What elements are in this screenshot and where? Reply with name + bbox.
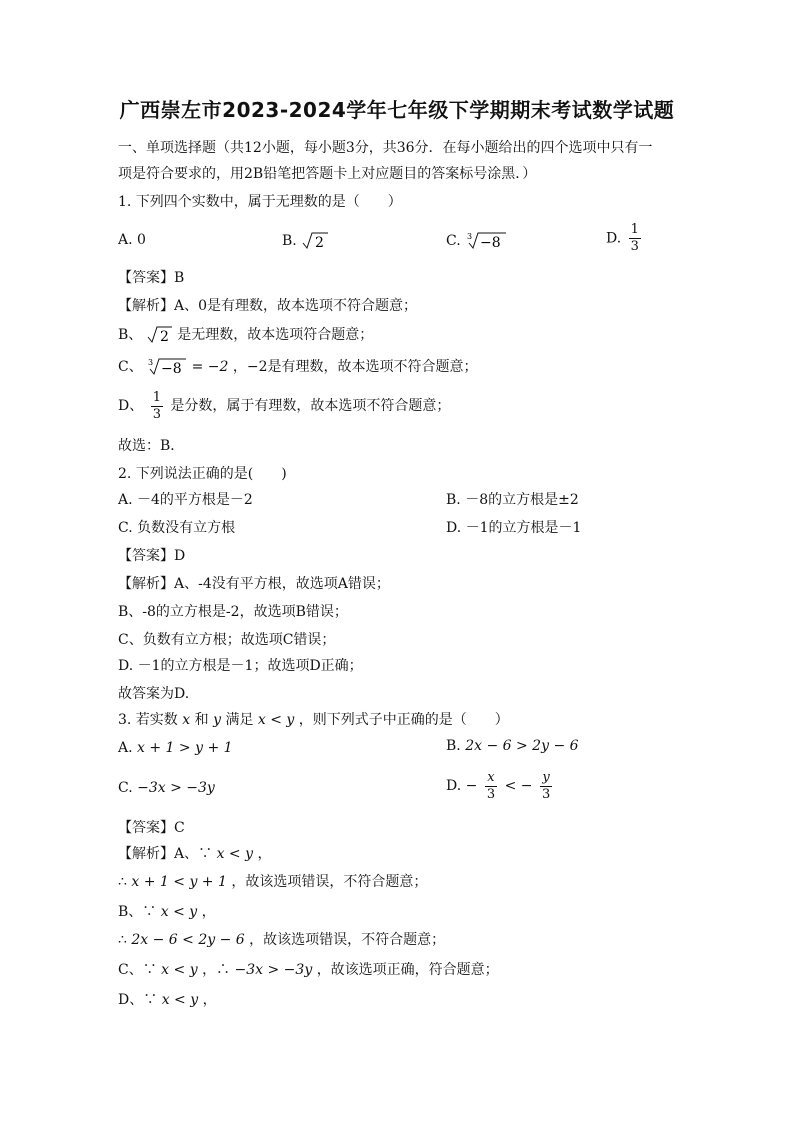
section-instructions-line2: 项是符合要求的，用2B铅笔把答题卡上对应题目的答案标号涂黑．） bbox=[118, 166, 537, 182]
q1-option-c-radicand: −8 bbox=[480, 235, 501, 251]
option-label: C. bbox=[118, 780, 133, 796]
option-label: D. bbox=[446, 778, 462, 794]
q1-option-d-fraction bbox=[629, 222, 641, 255]
stem-text: 3. 若实数 bbox=[118, 712, 178, 728]
q1-option-c-label: C. bbox=[446, 233, 461, 249]
q3-option-d bbox=[446, 768, 555, 804]
option-math: − bbox=[465, 778, 478, 794]
stem-math: x bbox=[182, 712, 191, 728]
q3-analysis-3 bbox=[118, 902, 216, 922]
stem-math: x < y bbox=[257, 712, 295, 728]
analysis-math: x < y bbox=[161, 992, 199, 1008]
q2-option-b: B. －8的立方根是±2 bbox=[446, 492, 579, 508]
stem-math: y bbox=[213, 712, 221, 728]
stem-text: ，则下列式子中正确的是（ ） bbox=[298, 712, 509, 728]
analysis-text: ，故该选项错误，不符合题意； bbox=[249, 932, 446, 948]
analysis-text: ， bbox=[201, 904, 216, 920]
q2-answer: 【答案】D bbox=[118, 548, 186, 564]
q3-answer: 【答案】C bbox=[118, 820, 185, 836]
cube-root-icon bbox=[465, 230, 507, 252]
option-fraction bbox=[485, 770, 497, 803]
q1-analysis-3 bbox=[118, 356, 478, 378]
q3-stem bbox=[118, 710, 509, 730]
q3-analysis-2 bbox=[118, 872, 427, 892]
analysis-text: ，故该选项错误，不符合题意； bbox=[231, 874, 428, 890]
q1-analysis-2 bbox=[118, 324, 373, 346]
analysis-text: ∴ bbox=[118, 874, 127, 890]
fraction-numerator: y bbox=[542, 769, 550, 785]
q1-analysis-1: 【解析】A、0是有理数，故本选项不符合题意； bbox=[118, 298, 418, 314]
q1-stem: 1. 下列四个实数中，属于无理数的是（ ） bbox=[118, 194, 402, 210]
analysis-radicand: −8 bbox=[161, 361, 182, 377]
q2-option-c: C. 负数没有立方根 bbox=[118, 520, 236, 536]
option-label: A. bbox=[118, 740, 133, 756]
stem-text: 和 bbox=[194, 712, 209, 728]
q1-option-b bbox=[282, 230, 329, 252]
analysis-text: ， bbox=[202, 992, 217, 1008]
cube-root-icon bbox=[147, 356, 187, 378]
q2-analysis-1: 【解析】A、-4没有平方根，故选项A错误； bbox=[118, 576, 390, 592]
q3-analysis-1 bbox=[118, 844, 271, 864]
q3-option-a bbox=[118, 738, 233, 758]
analysis-text: 是无理数，故本选项符合题意； bbox=[177, 327, 374, 343]
fraction-denominator: 3 bbox=[152, 406, 161, 422]
q1-analysis-4 bbox=[118, 388, 450, 424]
q3-analysis-6 bbox=[118, 990, 217, 1010]
analysis-text: D、∵ bbox=[118, 992, 158, 1008]
q1-option-c-index: 3 bbox=[467, 232, 473, 241]
option-label: B. bbox=[446, 738, 461, 754]
q1-option-d-label: D. bbox=[606, 230, 622, 247]
analysis-prefix: B、 bbox=[118, 327, 143, 343]
q2-analysis-3: C、负数有立方根；故选项C错误； bbox=[118, 632, 336, 648]
fraction-denominator: 3 bbox=[630, 239, 639, 254]
analysis-text: 是分数，属于有理数，故本选项不符合题意； bbox=[170, 398, 451, 414]
q3-analysis-5 bbox=[118, 960, 499, 980]
fraction-numerator: x bbox=[487, 769, 495, 785]
fraction-denominator: 3 bbox=[486, 786, 496, 802]
analysis-text: ，∴ bbox=[202, 962, 231, 978]
fraction-numerator: 1 bbox=[152, 389, 161, 405]
q1-option-c bbox=[446, 230, 507, 252]
analysis-fraction bbox=[151, 390, 163, 423]
option-fraction bbox=[540, 770, 552, 803]
option-math: x + 1 > y + 1 bbox=[137, 740, 233, 756]
section-instructions-line1: 一、单项选择题（共12小题，每小题3分，共36分．在每小题给出的四个选项中只有一 bbox=[118, 140, 653, 156]
analysis-text: ∴ bbox=[118, 932, 127, 948]
q1-option-b-radicand: 2 bbox=[315, 235, 325, 251]
analysis-text: 【解析】A、∵ bbox=[118, 846, 213, 862]
q3-analysis-4 bbox=[118, 930, 445, 950]
sqrt-icon bbox=[147, 324, 173, 346]
analysis-radicand: 2 bbox=[159, 329, 169, 345]
option-math: −3x > −3y bbox=[137, 780, 215, 796]
analysis-prefix: C、 bbox=[118, 359, 143, 375]
analysis-math: x < y bbox=[160, 904, 198, 920]
analysis-text: B、∵ bbox=[118, 904, 157, 920]
analysis-math: = −2 bbox=[191, 359, 229, 375]
analysis-math: 2x − 6 < 2y − 6 bbox=[131, 932, 245, 948]
q2-analysis-4: D. －1的立方根是－1；故选项D正确； bbox=[118, 658, 363, 674]
analysis-text: ， bbox=[257, 846, 272, 862]
q2-analysis-5: 故答案为D. bbox=[118, 686, 190, 702]
q3-option-b bbox=[446, 736, 579, 756]
sqrt-icon bbox=[301, 230, 329, 252]
q1-option-a: A. 0 bbox=[118, 232, 146, 248]
analysis-math: −3x > −3y bbox=[234, 962, 313, 978]
analysis-text: ，故该选项正确，符合题意； bbox=[316, 962, 499, 978]
q3-option-c bbox=[118, 778, 215, 798]
analysis-math: x < y bbox=[216, 846, 254, 862]
analysis-prefix: D、 bbox=[118, 398, 144, 414]
q1-option-b-label: B. bbox=[282, 233, 297, 249]
fraction-numerator: 1 bbox=[630, 222, 639, 237]
q2-option-d: D. －1的立方根是－1 bbox=[446, 520, 582, 536]
q2-analysis-2: B、-8的立方根是-2，故选项B错误； bbox=[118, 604, 348, 620]
q1-answer: 【答案】B bbox=[118, 270, 185, 286]
option-math: 2x − 6 > 2y − 6 bbox=[465, 738, 579, 754]
analysis-text: ，−2是有理数，故本选项不符合题意； bbox=[232, 359, 478, 375]
q1-analysis-5: 故选：B． bbox=[118, 438, 185, 454]
analysis-text: C、∵ bbox=[118, 962, 157, 978]
q2-option-a: A. －4的平方根是－2 bbox=[118, 492, 253, 508]
analysis-math: x < y bbox=[161, 962, 198, 978]
stem-text: 满足 bbox=[225, 712, 254, 728]
page-title: 广西崇左市2023-2024学年七年级下学期期末考试数学试题 bbox=[119, 98, 675, 122]
fraction-denominator: 3 bbox=[541, 786, 551, 802]
analysis-math: x + 1 < y + 1 bbox=[131, 874, 227, 890]
q2-stem: 2. 下列说法正确的是( ) bbox=[118, 466, 287, 482]
q1-option-d bbox=[606, 222, 644, 255]
analysis-index: 3 bbox=[148, 358, 154, 367]
option-math: < − bbox=[504, 778, 533, 794]
